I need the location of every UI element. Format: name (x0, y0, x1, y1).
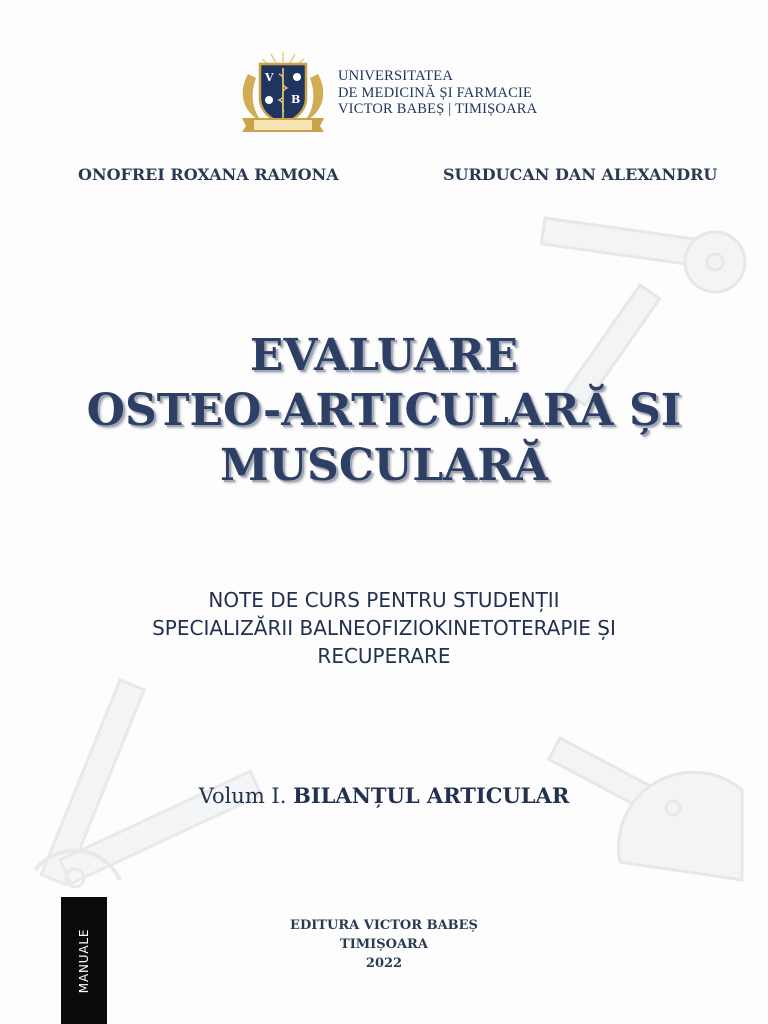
crest-letter-v: V (265, 71, 274, 84)
book-subtitle-line-3: RECUPERARE (317, 644, 451, 668)
volume-name: BILANȚUL ARTICULAR (293, 783, 570, 808)
publication-year: 2022 (365, 956, 403, 971)
book-title-line-1: EVALUARE (249, 330, 519, 381)
book-subtitle-line-2: SPECIALIZĂRII BALNEOFIZIOKINETOTERAPIE ȘI (152, 616, 616, 640)
series-tab (61, 897, 107, 1024)
university-name-line-3: VICTOR BABEȘ | TIMIȘOARA (338, 101, 538, 117)
university-name-line-1: UNIVERSITATEA (338, 68, 454, 84)
book-subtitle (0, 586, 768, 670)
crest-letter-b: B (291, 93, 301, 106)
author-2: SURDUCAN DAN ALEXANDRU (443, 165, 718, 184)
book-title-line-3: MUSCULARĂ (219, 440, 549, 491)
university-name-line-2: DE MEDICINĂ ȘI FARMACIE (338, 84, 533, 101)
publisher-name: EDITURA VICTOR BABEȘ (290, 918, 478, 933)
university-crest-logo (236, 52, 330, 134)
publisher-city: TIMIȘOARA (340, 937, 428, 952)
book-title (0, 328, 768, 493)
book-title-line-2: OSTEO-ARTICULARĂ ȘI (86, 385, 682, 436)
volume-heading (0, 783, 768, 808)
volume-prefix: Volum I. (198, 784, 287, 808)
book-subtitle-line-1: NOTE DE CURS PENTRU STUDENȚII (208, 588, 560, 612)
university-name (338, 68, 537, 118)
author-1: ONOFREI ROXANA RAMONA (78, 165, 339, 184)
publisher-block (0, 916, 768, 973)
goniometer-bottom-right (549, 738, 742, 880)
series-label: MANUALE (77, 928, 91, 993)
